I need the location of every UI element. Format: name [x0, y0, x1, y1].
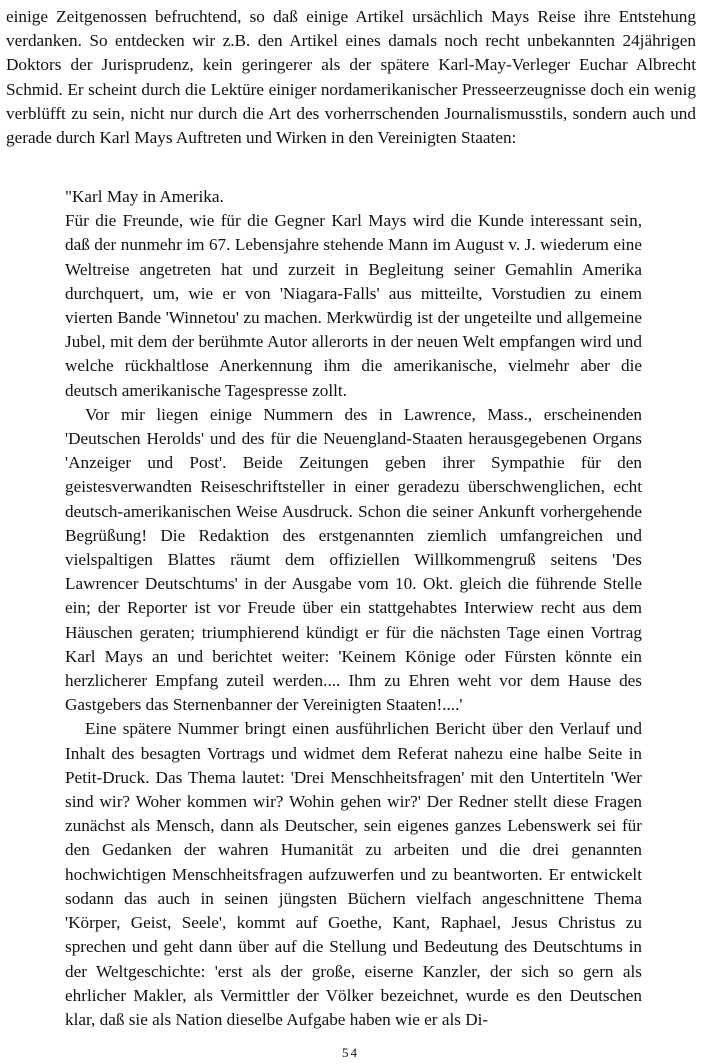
quote-paragraph-1: Für die Freunde, wie für die Gegner Karl Mays wird die Kunde interessant sein, daß der nunmehr im 67. Lebensjahre stehende Mann im August v. J. wiederum eine Weltreise angetreten hat und zurzeit in Begleitung seiner Gemahlin Amerika durchquert, um, wie er von 'Niagara-Falls' aus mitteilte, Vorstudien zu einem vierten Bande 'Winnetou' zu machen. Merkwürdig ist der ungeteilte und allgemeine Jubel, mit dem der berühmte Autor allerorts in der neuen Welt empfangen wird und welche rückhaltlose Anerkennung ihm die amerikanische, vielmehr aber die deutsch amerikanische Tagespresse zollt. — [65, 211, 642, 400]
quote-paragraph-2: Vor mir liegen einige Nummern des in Lawrence, Mass., erscheinenden 'Deutschen Herolds' und des für die Neuengland-Staaten herausgegebenen Organs 'Anzeiger und Post'. Beide Zeitungen geben ihrer Sympathie für den geistesverwandten Reiseschriftsteller in einer geradezu überschwenglichen, echt deutsch-amerikanischen Weise Ausdruck. Schon die seiner Ankunft vorhergehende Begrüßung! Die Redaktion des erstgenannten ziemlich umfangreichen und vielspaltigen Blattes räumt dem offiziellen Willkommengruß seitens 'Des Lawrencer Deutschtums' in der Ausgabe vom 10. Okt. gleich die führende Stelle ein; der Reporter ist vor Freude über ein stattgehabtes Interwiew recht aus dem Häuschen geraten; triumphierend kündigt er für die nächsten Tage einen Vortrag Karl Mays an und berichtet weiter: 'Keinem Könige oder Fürsten könnte ein herzlicherer Empfang zuteil werden.... Ihm zu Ehren weht vor dem Hause des Gastgebers das Sternenbanner der Vereinigten Staaten!....' — [65, 404, 642, 715]
quote-heading: "Karl May in Amerika. — [65, 187, 224, 206]
page-number: 54 — [342, 1045, 359, 1060]
quote-paragraph-3: Eine spätere Nummer bringt einen ausführlichen Bericht über den Verlauf und Inhalt des besagten Vortrags und widmet dem Referat nahezu eine halbe Seite in Petit-Druck. Das Thema lautet: 'Drei Menschheitsfragen' mit den Untertiteln 'Wer sind wir? Woher kommen wir? Wohin gehen wir?' Der Redner stellt diese Fragen zunächst als Mensch, dann als Deutscher, sein eigenes ganzes Lebenswerk sei für den Gedanken der wahren Humanität zu arbeiten und die drei genannten hochwichtigen Menschheitsfragen aufzuwerfen und zu beantworten. Er entwickelt sodann das auch in seinen jüngsten Büchern vielfach angeschnittene Thema 'Körper, Geist, Seele', kommt auf Goethe, Kant, Raphael, Jesus Christus zu sprechen und geht dann über auf die Stellung und Bedeutung des Deutschtums in der Weltgeschichte: 'erst als der große, eiserne Kanzler, der sich so gern als ehrlicher Makler, als Vermittler der Völker bezeichnet, wurde es den Deutschen klar, daß sie als Nation dieselbe Aufgabe haben wie er als Di- — [65, 719, 642, 1029]
intro-paragraph — [6, 5, 696, 150]
block-quote — [65, 185, 642, 1032]
intro-text: einige Zeitgenossen befruchtend, so daß einige Artikel ursächlich Mays Reise ihre Entstehung verdanken. So entdecken wir z.B. den Artikel eines damals noch recht unbekannten 24jährigen Doktors der Jurisprudenz, kein geringerer als der spätere Karl-May-Verleger Euchar Albrecht Schmid. Er scheint durch die Lektüre einiger nordamerikanischer Presseerzeugnisse doch ein wenig verblüfft zu sein, nicht nur durch die Art des vorherrschenden Journalismusstils, sondern auch und gerade durch Karl Mays Auftreten und Wirken in den Vereinigten Staaten: — [6, 7, 696, 148]
